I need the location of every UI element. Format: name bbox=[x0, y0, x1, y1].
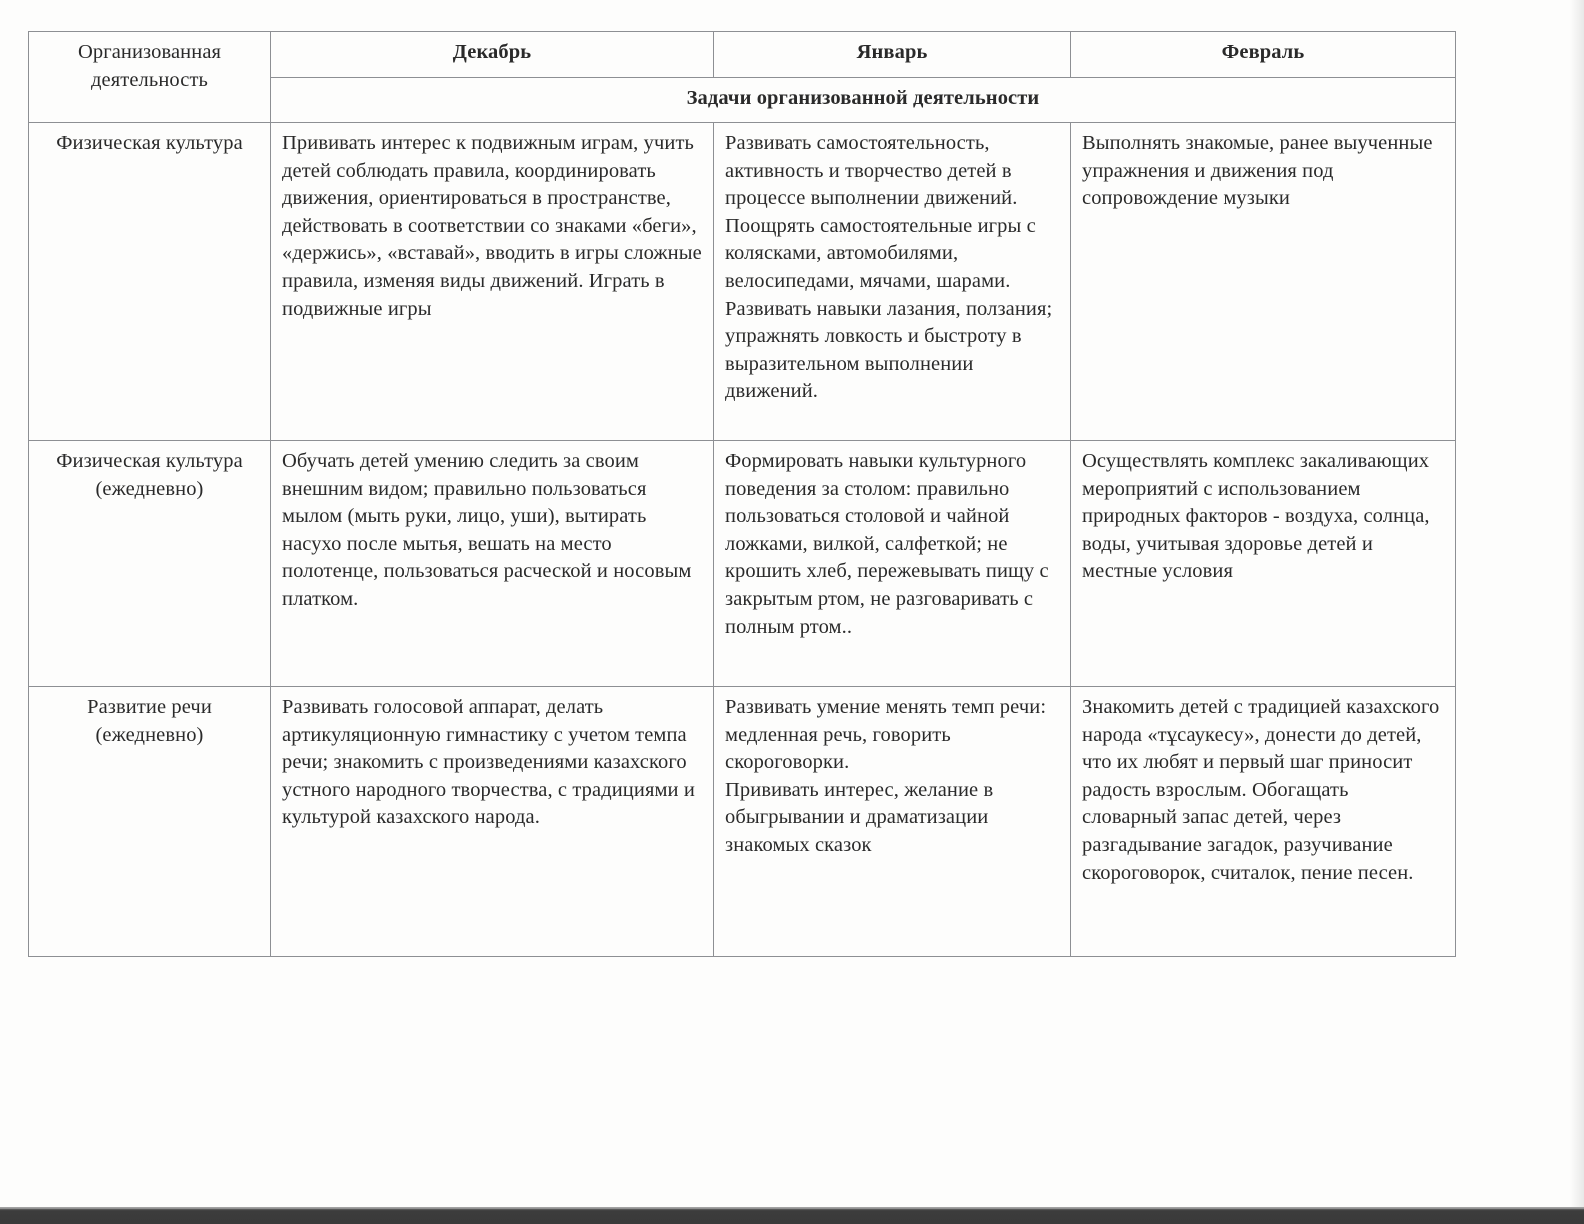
cell-december: Обучать детей умению следить за своим внешним видом; правильно пользоваться мылом (мыть руки, лицо, уши), вытирать насухо после мытья, вешать на место полотенце, пользоваться расческой и носовым платком. bbox=[271, 441, 714, 687]
activity-title: Физическая культура bbox=[56, 450, 243, 473]
activity-title: Физическая культура bbox=[56, 132, 243, 155]
header-month-december: Декабрь bbox=[271, 32, 714, 78]
activity-note: (ежедневно) bbox=[95, 723, 204, 746]
header-month-january: Январь bbox=[714, 32, 1071, 78]
cell-december: Развивать голосовой аппарат, делать артикуляционную гимнастику с учетом темпа речи; знакомить с произведениями казахского устного народного творчества, с традициями и культурой казахского народа. bbox=[271, 687, 714, 957]
activity-title: Развитие речи bbox=[87, 696, 212, 719]
cell-january: Развивать самостоятельность, активность и творчество детей в процессе выполнении движений. Поощрять самостоятельные игры с колясками, автомобилями, велосипедами, мячами, шарами. Развивать навыки лазания, ползания; упражнять ловкость и быстроту в выразительном выполнении движений. bbox=[714, 123, 1071, 441]
table-row bbox=[29, 687, 1456, 957]
activity-note: (ежедневно) bbox=[95, 477, 204, 500]
tasks-banner: Задачи организованной деятельности bbox=[271, 77, 1456, 123]
header-activity-line1: Организованная bbox=[77, 41, 222, 63]
cell-february: Осуществлять комплекс закаливающих мероприятий с использованием природных факторов - воздуха, солнца, воды, учитывая здоровье детей и местные условия bbox=[1071, 441, 1456, 687]
row-activity-label bbox=[29, 687, 271, 957]
row-activity-label bbox=[29, 123, 271, 441]
table-row bbox=[29, 441, 1456, 687]
header-activity-column bbox=[29, 32, 271, 123]
cell-january: Развивать умение менять темп речи: медленная речь, говорить скороговорки. Прививать интерес, желание в обыгрывании и драматизации знакомых сказок bbox=[714, 687, 1071, 957]
header-month-february: Февраль bbox=[1071, 32, 1456, 78]
organized-activity-table bbox=[28, 31, 1456, 957]
table-row bbox=[29, 123, 1456, 441]
table-header-row bbox=[29, 32, 1456, 78]
row-activity-label bbox=[29, 441, 271, 687]
header-activity-line2: деятельность bbox=[91, 68, 208, 91]
cell-january: Формировать навыки культурного поведения за столом: правильно пользоваться столовой и чайной ложками, вилкой, салфеткой; не крошить хлеб, пережевывать пищу с закрытым ртом, не разговаривать с полным ртом.. bbox=[714, 441, 1071, 687]
cell-february: Выполнять знакомые, ранее выученные упражнения и движения под сопровождение музыки bbox=[1071, 123, 1456, 441]
cell-february: Знакомить детей с традицией казахского народа «тұсаукесу», донести до детей, что их любят и первый шаг приносит радость взрослым. Обогащать словарный запас детей, через разгадывание загадок, разучивание скороговорок, считалок, пение песен. bbox=[1071, 687, 1456, 957]
scanner-bottom-band bbox=[0, 1207, 1584, 1224]
cell-december: Прививать интерес к подвижным играм, учить детей соблюдать правила, координировать движения, ориентироваться в пространстве, действовать в соответствии со знаками «беги», «держись», «вставай», вводить в игры сложные правила, изменяя виды движений. Играть в подвижные игры bbox=[271, 123, 714, 441]
